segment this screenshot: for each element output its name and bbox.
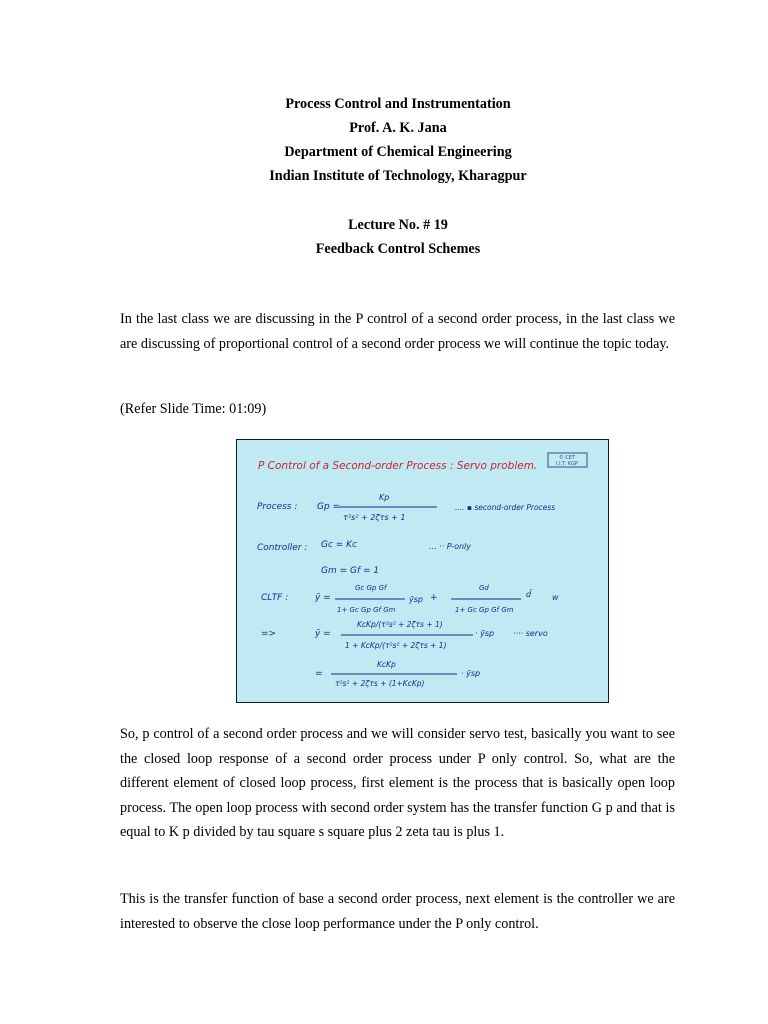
- slide-cltf-label: CLTF :: [261, 593, 289, 603]
- slide-final-setpoint: · ȳsp: [461, 669, 481, 678]
- body-paragraph-2: So, p control of a second order process and we will consider servo test, basically you want to see the closed loop response of a second order process under P only control. So, what are the different element of closed loop process, first element is the process that is basically open loop process. The open loop process with second order system has the transfer function G p and that is equal to K p divided by tau square s square plus 2 zeta tau is plus 1.: [120, 726, 675, 840]
- slide-process-lhs: Gp =: [317, 502, 341, 512]
- slide-title: P Control of a Second-order Process : Servo problem.: [258, 460, 538, 472]
- slide-servo-lhs: ȳ =: [315, 629, 331, 639]
- slide-cltf-denominator-2: 1+ Gc Gp Gf Gm: [455, 606, 514, 614]
- slide-process-denominator: τ²s² + 2ζτs + 1: [343, 513, 406, 522]
- slide-process-note: .... ▪ second-order Process: [455, 503, 556, 512]
- slide-servo-note: ···· servo: [513, 629, 548, 638]
- slide-cltf-numerator-2: Gd: [479, 584, 489, 592]
- slide-final-denominator: τ²s² + 2ζτs + (1+KcKp): [335, 679, 425, 688]
- slide-reference: (Refer Slide Time: 01:09): [120, 401, 267, 417]
- slide-controller-label: Controller :: [257, 543, 308, 553]
- slide-cltf-w: w: [552, 593, 559, 602]
- department-name: Department of Chemical Engineering: [284, 144, 512, 160]
- slide-controller-note: ... ·· P-only: [429, 542, 471, 551]
- slide-process-label: Process :: [257, 502, 298, 512]
- slide-logo-line-2: I.I.T. KGP: [556, 461, 578, 467]
- slide-servo-numerator: KcKp/(τ²s² + 2ζτs + 1): [357, 620, 443, 629]
- slide-servo-arrow: =>: [261, 629, 277, 639]
- intro-paragraph: In the last class we are discussing in the P control of a second order process, in the last class we are discussing of proportional control of a second order process we will continue the topic today.: [120, 311, 675, 352]
- slide-measure-equation: Gm = Gf = 1: [321, 566, 380, 576]
- slide-servo-setpoint: · ȳsp: [475, 629, 495, 638]
- slide-cltf-denominator-1: 1+ Gc Gp Gf Gm: [337, 606, 396, 614]
- slide-cltf-setpoint: ȳsp: [409, 595, 423, 604]
- lecture-title: Feedback Control Schemes: [315, 241, 481, 257]
- slide-cltf-plus: +: [430, 593, 438, 603]
- slide-process-numerator: Kp: [379, 493, 390, 502]
- lecture-number: Lecture No. # 19: [348, 217, 448, 233]
- slide-cltf-lhs: ȳ =: [315, 593, 331, 603]
- slide-drawing: [237, 440, 608, 702]
- slide-logo-line-1: © CET: [558, 455, 576, 461]
- slide-controller-equation: Gc = Kc: [321, 540, 358, 550]
- body-paragraph-3: This is the transfer function of base a second order process, next element is the controller we are interested to observe the close loop performance under the P only control.: [120, 891, 675, 932]
- course-title: Process Control and Instrumentation: [285, 96, 511, 112]
- professor-name: Prof. A. K. Jana: [349, 120, 447, 136]
- slide-cltf-disturbance: d̄: [526, 590, 532, 599]
- lecture-slide-image: [236, 439, 609, 703]
- document-header: [0, 92, 768, 261]
- slide-final-equals: =: [315, 669, 323, 679]
- institute-name: Indian Institute of Technology, Kharagpur: [269, 168, 527, 184]
- slide-final-numerator: KcKp: [377, 660, 396, 669]
- slide-servo-denominator: 1 + KcKp/(τ²s² + 2ζτs + 1): [345, 641, 447, 650]
- slide-cltf-numerator-1: Gc Gp Gf: [355, 584, 387, 592]
